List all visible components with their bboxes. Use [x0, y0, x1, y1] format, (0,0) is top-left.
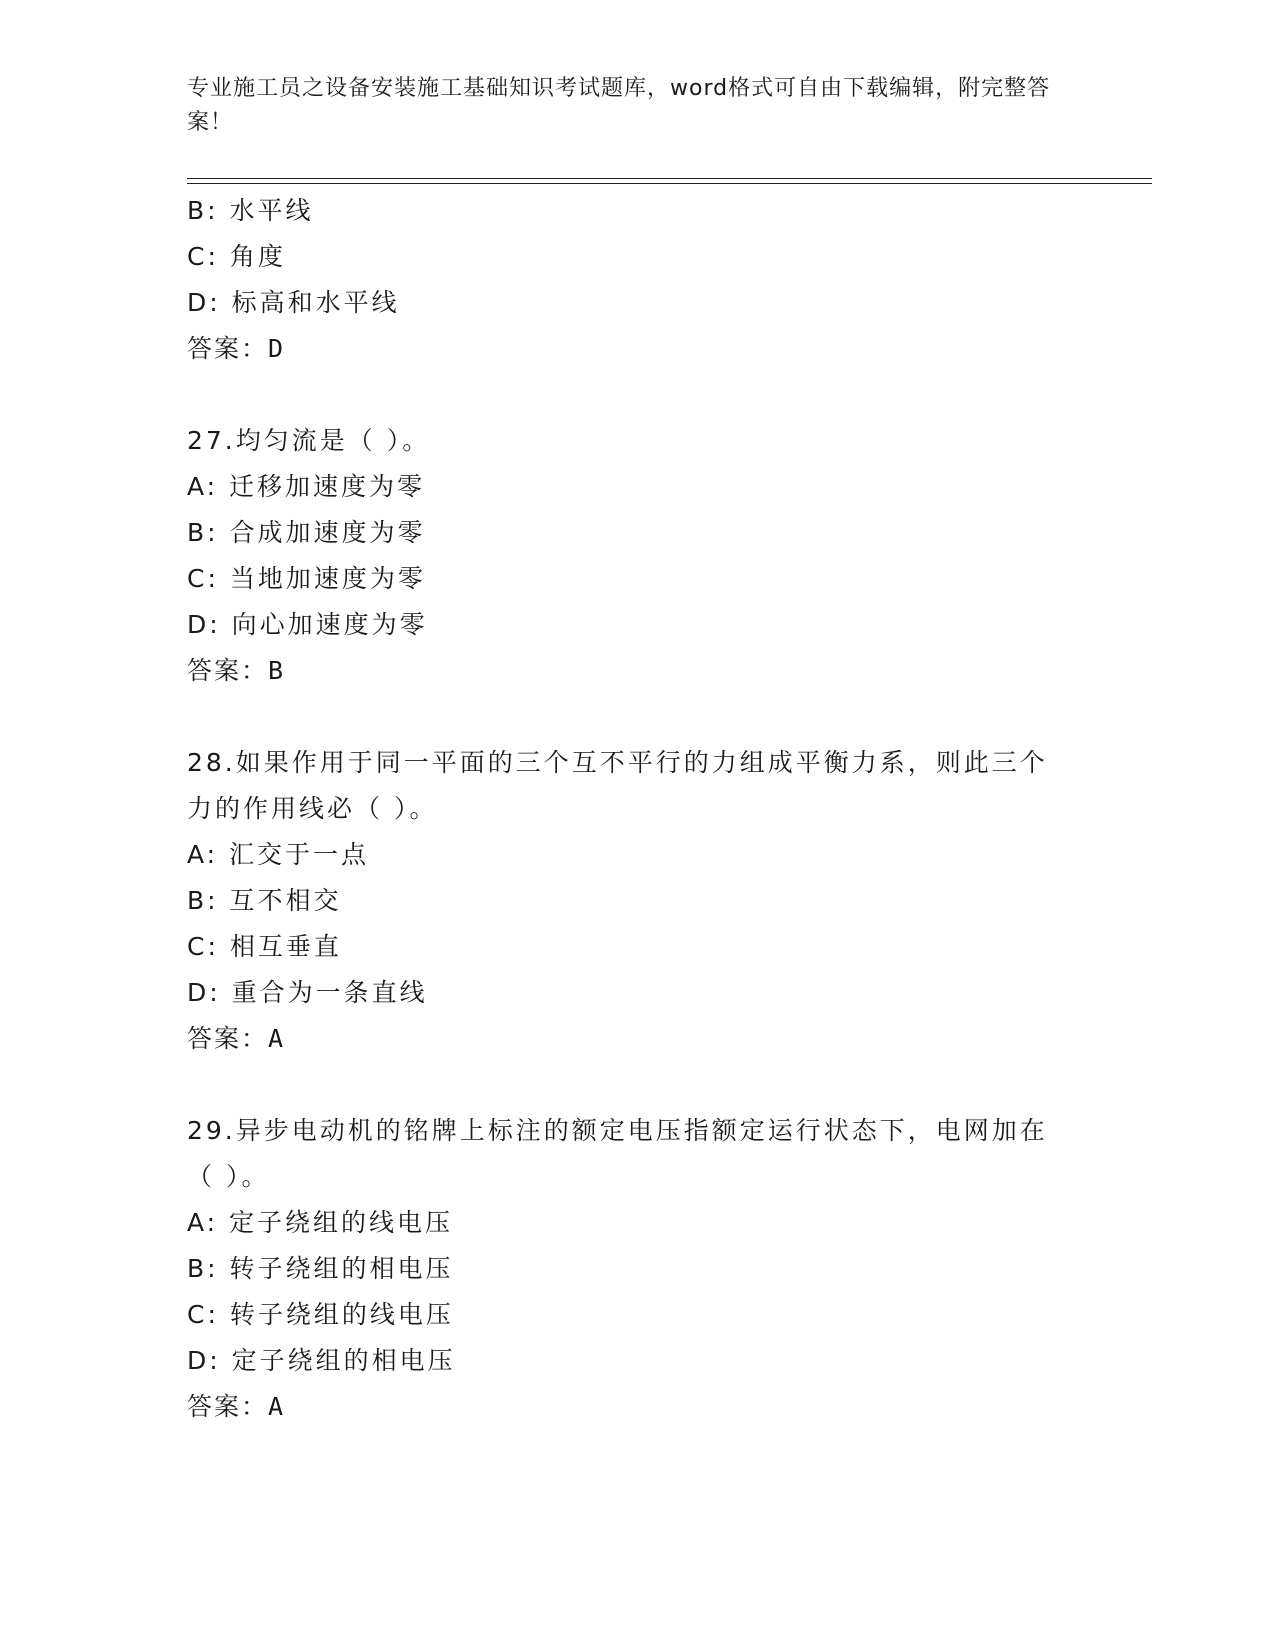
option-c: C: 当地加速度为零	[187, 564, 426, 593]
header-divider-top	[187, 178, 1152, 179]
option-b: B: 合成加速度为零	[187, 518, 426, 547]
prev-question-block	[187, 188, 1087, 372]
option-d: D: 向心加速度为零	[187, 610, 428, 639]
answer-label: 答案：	[187, 656, 269, 685]
option-c: C: 转子绕组的线电压	[187, 1300, 454, 1329]
answer-label: 答案：	[187, 1024, 269, 1053]
question-28	[187, 740, 1087, 1062]
option-c: C: 角度	[187, 242, 286, 271]
option-a: A: 汇交于一点	[187, 840, 370, 869]
question-stem-line-1: 29.异步电动机的铭牌上标注的额定电压指额定运行状态下，电网加在	[187, 1116, 1048, 1145]
question-stem: 27.均匀流是（ ）。	[187, 426, 431, 455]
option-a: A: 定子绕组的线电压	[187, 1208, 454, 1237]
question-stem-line-2: 力的作用线必（ ）。	[187, 794, 438, 823]
answer-line	[187, 1016, 1087, 1062]
answer-label: 答案：	[187, 1392, 269, 1421]
option-d: D: 定子绕组的相电压	[187, 1346, 456, 1375]
document-title: 专业施工员之设备安装施工基础知识考试题库，word格式可自由下载编辑，附完整答案！	[187, 76, 1051, 135]
option-c: C: 相互垂直	[187, 932, 342, 961]
option-b: B: 水平线	[187, 196, 314, 225]
question-27	[187, 418, 1087, 694]
answer-line	[187, 326, 1087, 372]
question-stem-line-1: 28.如果作用于同一平面的三个互不平行的力组成平衡力系，则此三个	[187, 748, 1048, 777]
option-a: A: 迁移加速度为零	[187, 472, 426, 501]
option-d: D: 重合为一条直线	[187, 978, 428, 1007]
answer-line	[187, 648, 1087, 694]
question-29	[187, 1108, 1087, 1430]
option-b: B: 转子绕组的相电压	[187, 1254, 454, 1283]
answer-value: D	[268, 334, 286, 363]
option-d: D: 标高和水平线	[187, 288, 400, 317]
question-list	[187, 188, 1087, 1430]
header-divider-bottom	[187, 183, 1152, 184]
answer-value: A	[268, 1392, 286, 1421]
question-stem-line-2: （ ）。	[187, 1162, 270, 1191]
option-b: B: 互不相交	[187, 886, 342, 915]
answer-label: 答案：	[187, 334, 269, 363]
answer-value: B	[268, 656, 286, 685]
answer-line	[187, 1384, 1087, 1430]
answer-value: A	[268, 1024, 286, 1053]
